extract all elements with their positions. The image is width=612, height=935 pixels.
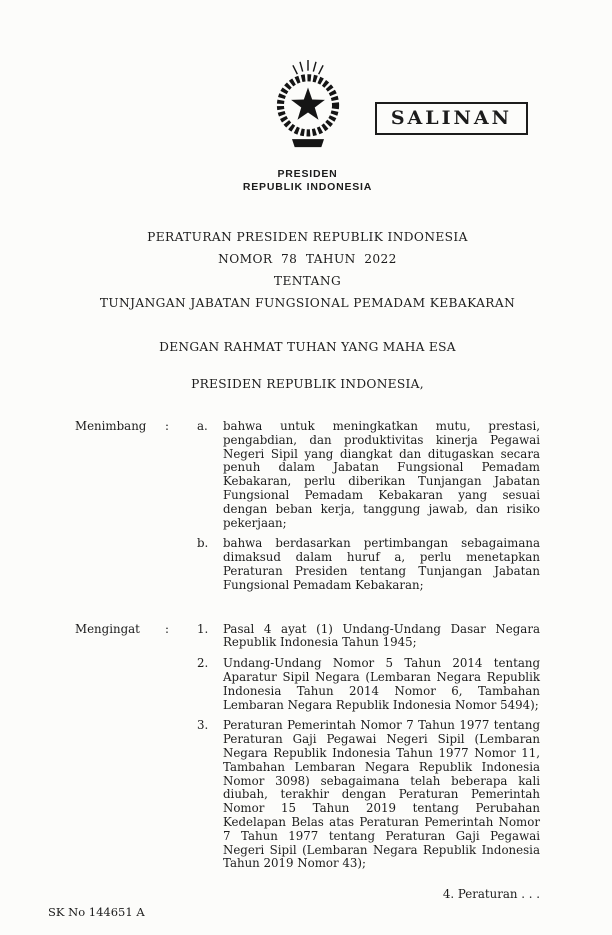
recalling-item-2 [197,657,540,712]
recalling-label: Mengingat [75,621,140,636]
authority-line: PRESIDEN REPUBLIK INDONESIA, [191,377,424,391]
item-marker: 3. [197,718,209,733]
item-text: Undang-Undang Nomor 5 Tahun 2014 tentang Aparatur Sipil Negara (Lembaran Negara Republik Indonesia Tahun 2014 Nomor 6, Tambahan Lembaran Negara Republik Indonesia Nomor 5494); [223,656,540,712]
considering-colon: : [165,419,169,433]
item-marker: 1. [197,621,209,636]
considering-label: Menimbang [75,419,147,433]
item-text: Pasal 4 ayat (1) Undang-Undang Dasar Negara Republik Indonesia Tahun 1945; [223,621,540,650]
item-text: bahwa untuk meningkatkan mutu, prestasi, pengabdian, dan produktivitas kinerja Pegawai Negeri Sipil yang diangkat dan ditugaskan secara penuh dalam Jabatan Fungsional Pemadam Kebakaran, perlu diberikan Tunjangan Jabatan Fungsional Pemadam Kebakaran yang sesuai dengan beban kerja, tanggung jawab, dan risiko pekerjaan; [223,419,540,530]
title-line-tentang: TENTANG [273,274,342,288]
regulation-title [75,226,540,314]
recalling-colon: : [165,621,169,636]
letterhead [75,168,540,194]
considering-item-a [197,420,540,530]
considering-item-b [197,537,540,592]
sk-number: SK No 144651 A [48,905,145,919]
title-line-nomor: NOMOR 78 TAHUN 2022 [218,252,397,266]
recalling-section [75,623,540,872]
presidential-seal-icon [268,58,348,158]
item-text: Peraturan Pemerintah Nomor 7 Tahun 1977 tentang Peraturan Gaji Pegawai Negeri Sipil (Lembaran Negara Republik Indonesia Tahun 1977 Nomor 11, Tambahan Lembaran Negara Republik Indonesia Nomor 3098) sebagaimana telah beberapa kali diubah, terakhir dengan Peraturan Pemerintah Nomor 15 Tahun 2019 tentang Perubahan Kedelapan Belas atas Peraturan Pemerintah Nomor 7 Tahun 1977 tentang Peraturan Gaji Pegawai Negeri Sipil (Lembaran Negara Republik Indonesia Tahun 2019 Nomor 43); [223,718,540,871]
letterhead-presiden: PRESIDEN [277,168,338,180]
recalling-items [197,623,540,872]
item-marker: b. [197,536,209,551]
item-text: bahwa berdasarkan pertimbangan sebagaimana dimaksud dalam huruf a, perlu menetapkan Peraturan Presiden tentang Tunjangan Jabatan Fungsional Pemadam Kebakaran; [223,536,540,592]
considering-section [75,420,540,593]
salinan-stamp: SALINAN [375,102,528,135]
title-line-peraturan: PERATURAN PRESIDEN REPUBLIK INDONESIA [147,230,468,244]
title-line-subject: TUNJANGAN JABATAN FUNGSIONAL PEMADAM KEBAKARAN [99,296,516,310]
invocation-line: DENGAN RAHMAT TUHAN YANG MAHA ESA [159,340,456,354]
item-marker: a. [197,419,208,433]
recalling-item-1 [197,623,540,651]
page-catchword: 4. Peraturan . . . [442,887,540,902]
item-marker: 2. [197,656,209,671]
recalling-item-3 [197,719,540,871]
letterhead-republik-indonesia: REPUBLIK INDONESIA [242,181,373,193]
considering-items [197,420,540,593]
